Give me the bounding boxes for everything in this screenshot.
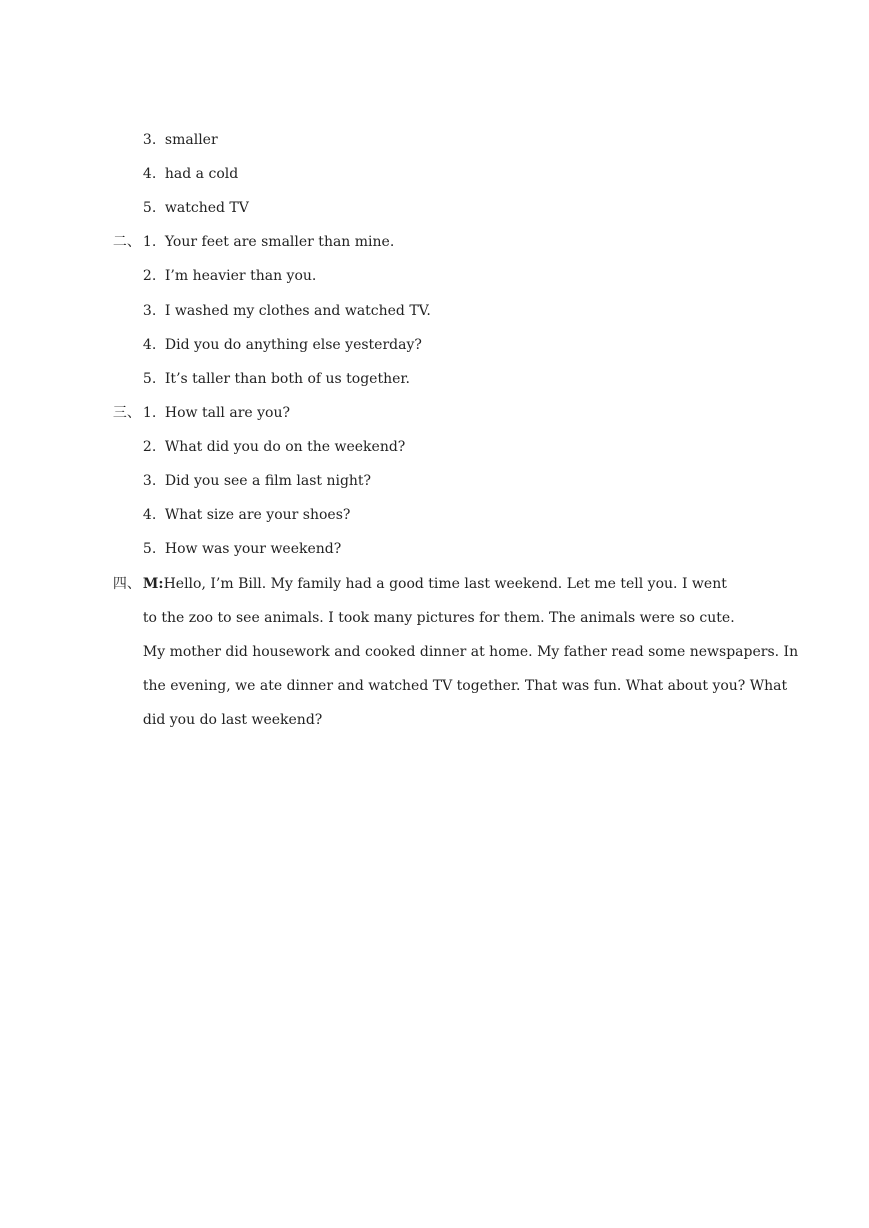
item-text: Did you see a film last night? [164, 473, 372, 489]
item-text: I’m heavier than you. [164, 268, 317, 284]
list-item [134, 454, 371, 490]
list-item [134, 488, 350, 524]
item-text: How tall are you? [164, 405, 290, 421]
list-item [134, 352, 410, 388]
passage-text: My mother did housework and cooked dinner at home. My father read some newspapers. In [142, 644, 799, 660]
item-text: How was your weekend? [164, 541, 342, 557]
item-text: What did you do on the weekend? [164, 439, 406, 455]
passage-line [134, 625, 798, 661]
item-text: Your feet are smaller than mine. [164, 234, 395, 250]
passage-text: to the zoo to see animals. I took many pictures for them. The animals were so cute. [142, 610, 735, 626]
passage-line [134, 693, 322, 729]
list-item [134, 284, 431, 320]
item-number: 2. [142, 439, 157, 455]
item-text: It’s taller than both of us together. [164, 371, 410, 387]
passage-text: the evening, we ate dinner and watched TV together. That was fun. What about you? What [142, 678, 788, 694]
item-number: 3. [142, 303, 157, 319]
item-text: What size are your shoes? [164, 507, 351, 523]
item-number: 4. [142, 166, 157, 182]
list-item [134, 181, 249, 217]
passage-text: Hello, I’m Bill. My family had a good time last weekend. Let me tell you. I went [163, 576, 727, 592]
list-item [104, 386, 290, 422]
section-marker: 二、 [112, 234, 141, 250]
item-text: Did you do anything else yesterday? [164, 337, 422, 353]
passage-line [104, 557, 727, 593]
passage-line [134, 591, 735, 627]
item-number: 3. [142, 473, 157, 489]
item-number: 4. [142, 507, 157, 523]
item-text: had a cold [164, 166, 239, 182]
list-item [134, 249, 316, 285]
item-number: 5. [142, 371, 157, 387]
item-text: I washed my clothes and watched TV. [164, 303, 431, 319]
list-item [134, 420, 405, 456]
speaker-label: M: [142, 576, 164, 592]
item-number: 1. [142, 405, 157, 421]
item-number: 1. [142, 234, 157, 250]
item-text: smaller [164, 132, 218, 148]
item-number: 2. [142, 268, 157, 284]
item-text: watched TV [164, 200, 249, 216]
section-marker: 三、 [112, 405, 141, 421]
item-number: 5. [142, 200, 157, 216]
section-marker: 四、 [112, 576, 141, 592]
list-item [134, 147, 238, 183]
passage-line [134, 659, 787, 695]
list-item [134, 113, 218, 149]
list-item [104, 215, 394, 251]
item-number: 4. [142, 337, 157, 353]
item-number: 5. [142, 541, 157, 557]
item-number: 3. [142, 132, 157, 148]
list-item [134, 522, 341, 558]
list-item [134, 318, 422, 354]
passage-text: did you do last weekend? [142, 712, 323, 728]
